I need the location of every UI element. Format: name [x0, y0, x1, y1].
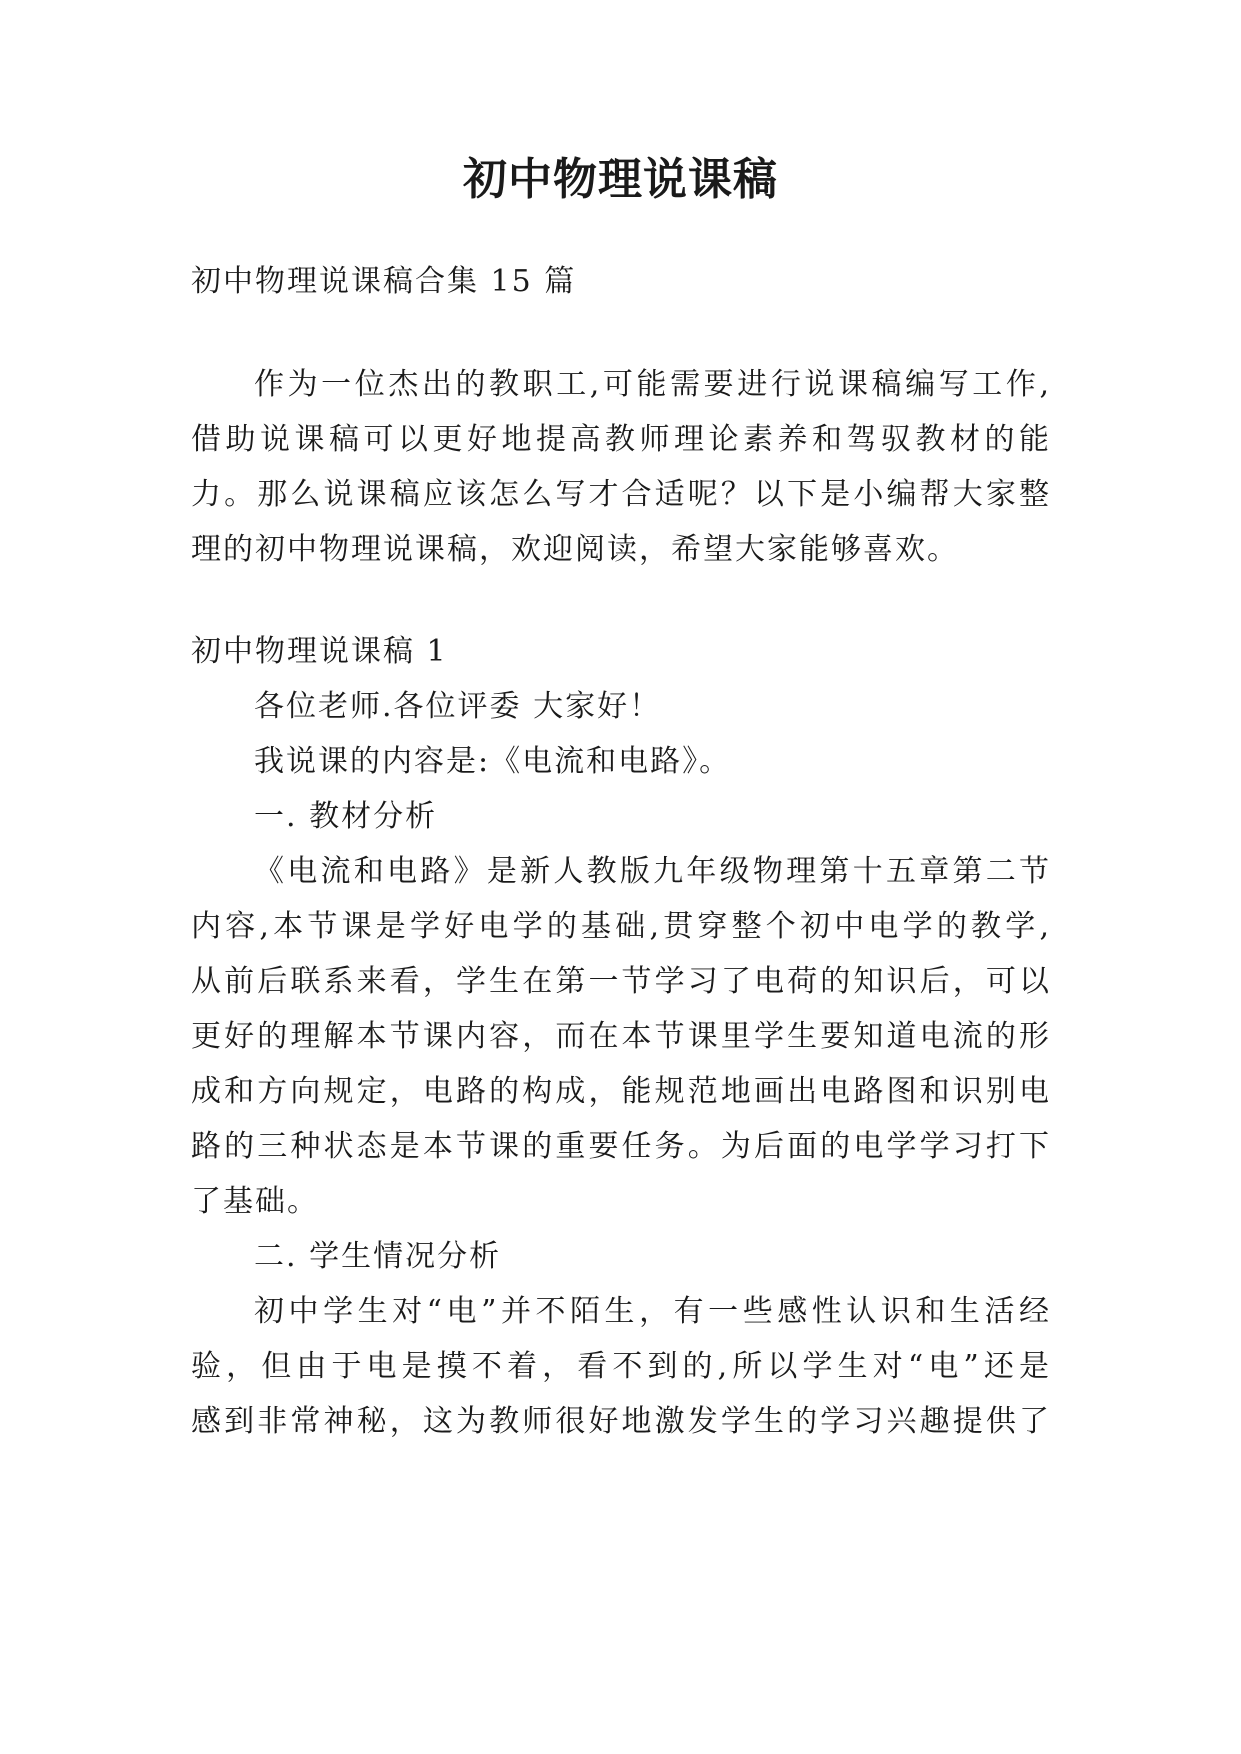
intro-line: 借助说课稿可以更好地提高教师理论素养和驾驭教材的能	[191, 422, 1051, 457]
paragraph-line: 路的三种状态是本节课的重要任务。为后面的电学学习打下	[191, 1129, 1051, 1164]
intro-line: 力。那么说课稿应该怎么写才合适呢？以下是小编帮大家整	[191, 477, 1051, 512]
paragraph-line: 更好的理解本节课内容，而在本节课里学生要知道电流的形	[191, 1019, 1051, 1054]
content-line: 我说课的内容是:《电流和电路》。	[254, 744, 732, 779]
intro-line: 作为一位杰出的教职工,可能需要进行说课稿编写工作,	[254, 367, 1051, 402]
paragraph-line: 初中学生对“电”并不陌生，有一些感性认识和生活经	[254, 1294, 1051, 1329]
section-heading: 初中物理说课稿 1	[191, 634, 448, 669]
document-subtitle: 初中物理说课稿合集 15 篇	[191, 264, 577, 299]
paragraph-line: 从前后联系来看，学生在第一节学习了电荷的知识后，可以	[191, 964, 1051, 999]
paragraph-line: 内容,本节课是学好电学的基础,贯穿整个初中电学的教学,	[191, 909, 1051, 944]
page-title: 初中物理说课稿	[463, 154, 778, 205]
paragraph-line: 成和方向规定，电路的构成，能规范地画出电路图和识别电	[191, 1074, 1051, 1109]
part-heading: 一. 教材分析	[254, 799, 438, 834]
paragraph-line: 验，但由于电是摸不着，看不到的,所以学生对“电”还是	[191, 1349, 1051, 1384]
paragraph-line: 了基础。	[191, 1184, 319, 1219]
greeting-line: 各位老师.各位评委 大家好！	[254, 689, 662, 724]
part-heading: 二. 学生情况分析	[254, 1239, 502, 1274]
paragraph-line: 感到非常神秘，这为教师很好地激发学生的学习兴趣提供了	[191, 1404, 1051, 1439]
intro-line: 理的初中物理说课稿，欢迎阅读，希望大家能够喜欢。	[191, 532, 959, 567]
paragraph-line: 《电流和电路》是新人教版九年级物理第十五章第二节	[254, 854, 1051, 889]
